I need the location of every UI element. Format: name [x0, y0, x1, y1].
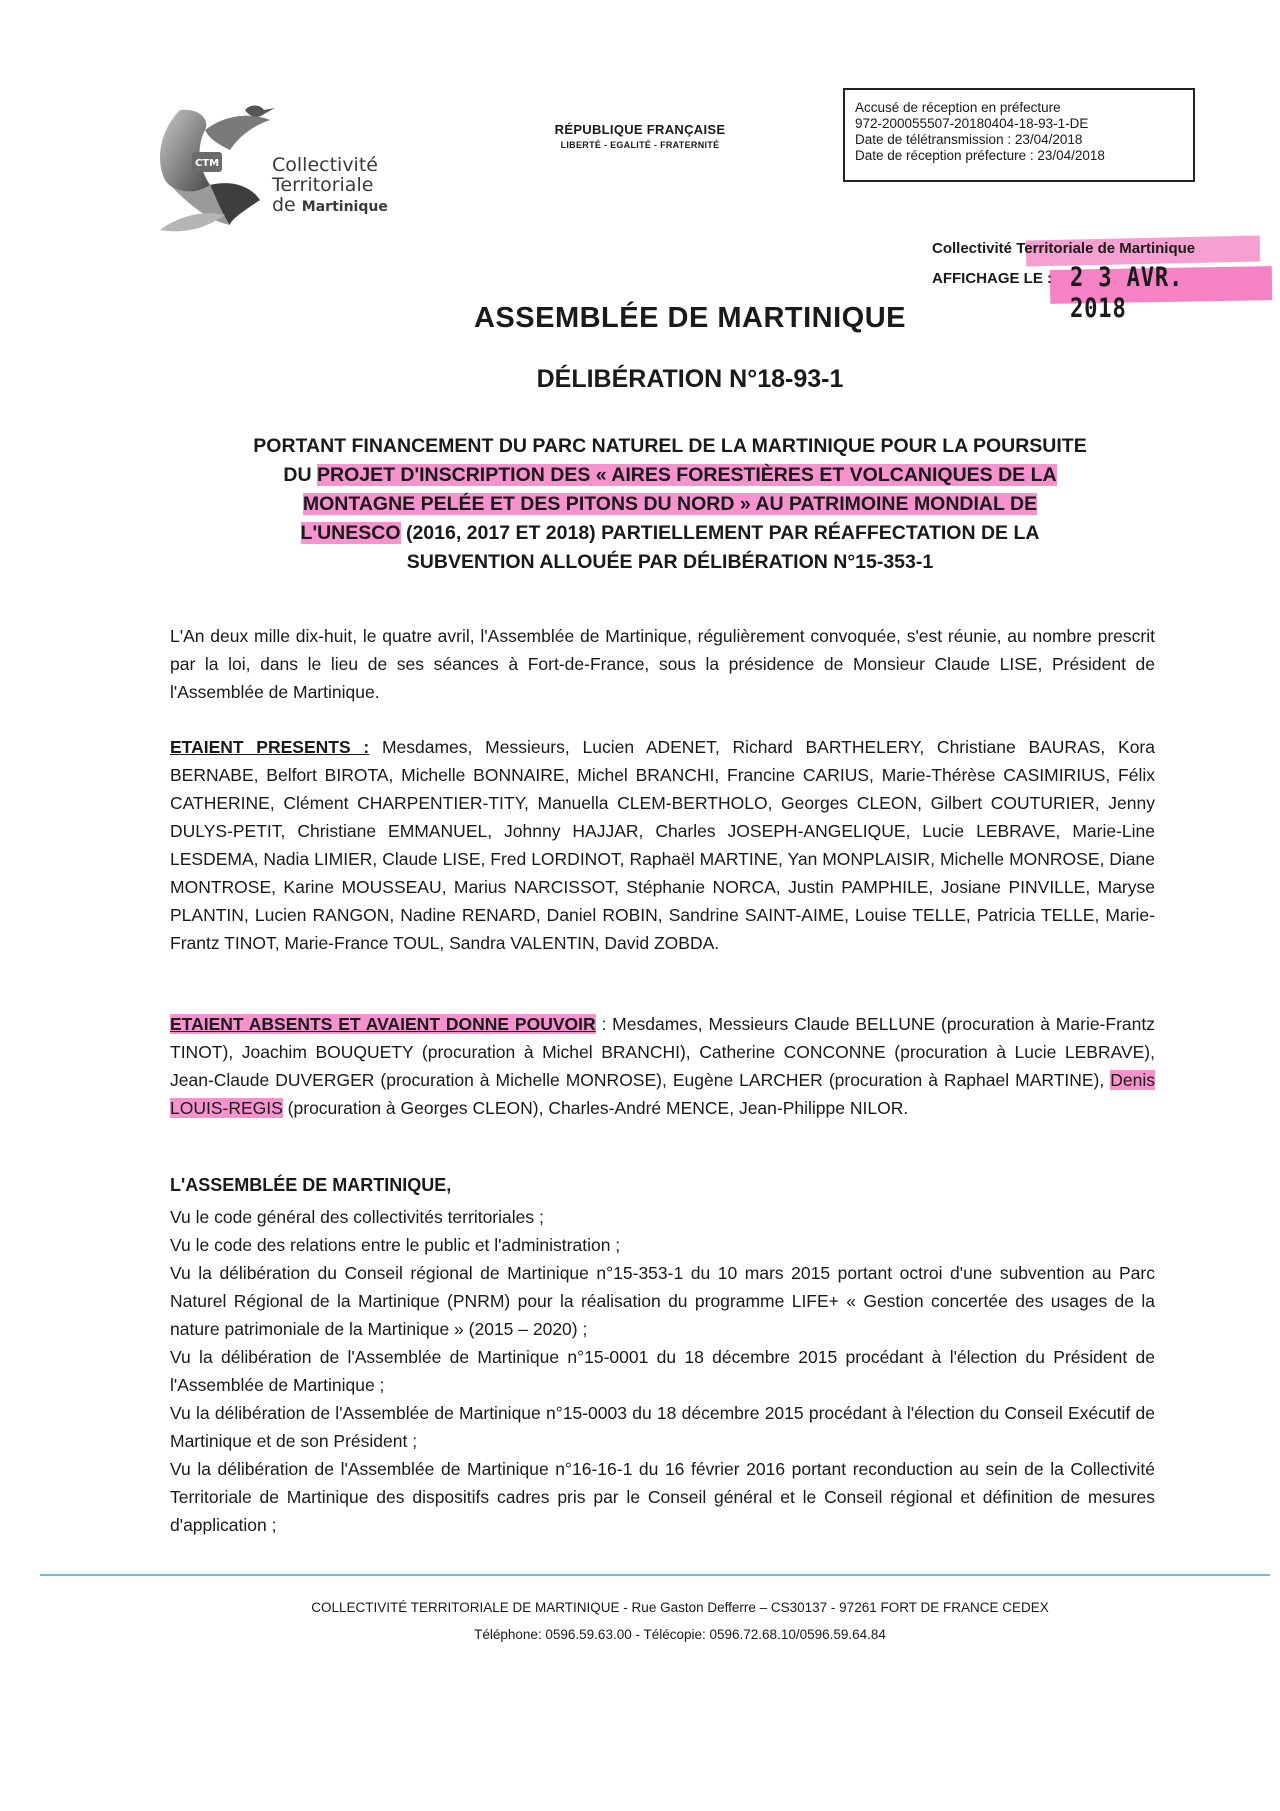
- republique-name: RÉPUBLIQUE FRANÇAISE: [554, 122, 726, 137]
- republique-motto: LIBERTÉ - EGALITÉ - FRATERNITÉ: [560, 140, 720, 150]
- absents-list-end: (procuration à Georges CLEON), Charles-André MENCE, Jean-Philippe NILOR.: [282, 1098, 909, 1118]
- presents-list: Mesdames, Messieurs, Lucien ADENET, Richard BARTHELERY, Christiane BAURAS, Kora BERNABE, Belfort BIROTA, Michelle BONNAIRE, Michel BRANCHI, Francine CARIUS, Marie-Thérèse CASIMIRIUS, Félix CATHERINE, Clément CHARPENTIER-TITY, Manuella CLEM-BERTHOLO, Georges CLEON, Gilbert COUTURIER, Jenny DULYS-PETIT, Christiane EMMANUEL, Johnny HAJJAR, Charles JOSEPH-ANGELIQUE, Lucie LEBRAVE, Marie-Line LESDEMA, Nadia LIMIER, Claude LISE, Fred LORDINOT, Raphaël MARTINE, Yan MONPLAISIR, Michelle MONROSE, Diane MONTROSE, Karine MOUSSEAU, Marius NARCISSOT, Stéphanie NORCA, Justin PAMPHILE, Josiane PINVILLE, Maryse PLANTIN, Lucien RANGON, Nadine RENARD, Daniel ROBIN, Sandrine SAINT-AIME, Louise TELLE, Patricia TELLE, Marie-Frantz TINOT, Marie-France TOUL, Sandra VALENTIN, David ZOBDA.: [170, 737, 1155, 953]
- logo-line3: [272, 195, 388, 217]
- receipt-line3: Date de télétransmission : 23/04/2018: [855, 132, 1083, 147]
- subject-highlight: PROJET D'INSCRIPTION DES « AIRES FORESTIÈRES ET VOLCANIQUES DE LA: [316, 464, 1057, 486]
- logo-line2: Territoriale: [272, 174, 374, 196]
- subject-line: [190, 490, 1150, 519]
- subject-line: PORTANT FINANCEMENT DU PARC NATUREL DE LA MARTINIQUE POUR LA POURSUITE: [253, 435, 1087, 457]
- absents-paragraph: [170, 1010, 1155, 1122]
- subject-line: [190, 461, 1150, 490]
- logo-badge: CTM: [194, 158, 220, 169]
- assembly-heading: L'ASSEMBLÉE DE MARTINIQUE,: [170, 1175, 452, 1195]
- affichage-date-stamp: 2 3 AVR. 2018: [1070, 262, 1184, 324]
- footer-address: COLLECTIVITÉ TERRITORIALE DE MARTINIQUE - Rue Gaston Defferre – CS30137 - 97261 FORT DE FRANCE CEDEX: [311, 1600, 1049, 1615]
- presents-paragraph: [170, 733, 1155, 957]
- logo-line3-prefix: de: [272, 194, 296, 216]
- presents-label: ETAIENT PRESENTS :: [170, 737, 370, 757]
- subject-highlight: MONTAGNE PELÉE ET DES PITONS DU NORD » AU PATRIMOINE MONDIAL DE: [302, 493, 1038, 515]
- consideration-item: Vu la délibération de l'Assemblée de Martinique n°16-16-1 du 16 février 2016 portant reconduction au sein de la Collectivité Territoriale de Martinique des dispositifs cadres pris par le Conseil général et le Conseil régional et définition de mesures d'application ;: [170, 1459, 1155, 1535]
- consideration-item: Vu la délibération de l'Assemblée de Martinique n°15-0003 du 18 décembre 2015 procédant à l'élection du Conseil Exécutif de Martinique et de son Président ;: [170, 1403, 1155, 1451]
- republique-header: [540, 122, 740, 150]
- subject-line: [190, 519, 1150, 548]
- prefecture-receipt-box: [843, 88, 1195, 182]
- absents-highlight-name: Denis LOUIS-REGIS: [170, 1070, 1155, 1118]
- consideration-item: Vu le code général des collectivités territoriales ;: [170, 1207, 544, 1227]
- absents-list: : Mesdames, Messieurs Claude BELLUNE (procuration à Marie-Frantz TINOT), Joachim BOUQUETY (procuration à Michel BRANCHI), Catherine CONCONNE (procuration à Lucie LEBRAVE), Jean-Claude DUVERGER (procuration à Michelle MONROSE), Eugène LARCHER (procuration à Raphael MARTINE),: [170, 1014, 1155, 1090]
- subject-line: SUBVENTION ALLOUÉE PAR DÉLIBÉRATION N°15-353-1: [406, 551, 934, 573]
- logo-line3-name: Martinique: [301, 199, 388, 215]
- deliberation-subject: [190, 432, 1150, 577]
- considerations-list: [170, 1203, 1155, 1539]
- consideration-item: Vu le code des relations entre le public et l'administration ;: [170, 1235, 621, 1255]
- subject-text: (2016, 2017 ET 2018) PARTIELLEMENT PAR RÉAFFECTATION DE LA: [400, 522, 1040, 544]
- consideration-item: Vu la délibération de l'Assemblée de Martinique n°15-0001 du 18 décembre 2015 procédant à l'élection du Président de l'Assemblée de Martinique ;: [170, 1347, 1155, 1395]
- intro-paragraph: L'An deux mille dix-huit, le quatre avril, l'Assemblée de Martinique, régulièrement convoquée, s'est réunie, au nombre prescrit par la loi, dans le lieu de ses séances à Fort-de-France, sous la présidence de Monsieur Claude LISE, Président de l'Assemblée de Martinique.: [170, 626, 1155, 702]
- affichage-collectivite: Collectivité Territoriale de Martinique: [932, 240, 1196, 257]
- absents-label: ETAIENT ABSENTS ET AVAIENT DONNE POUVOIR: [170, 1014, 596, 1034]
- deliberation-number: DÉLIBÉRATION N°18-93-1: [536, 365, 844, 393]
- footer-divider: [40, 1574, 1270, 1576]
- footer-contact: Téléphone: 0596.59.63.00 - Télécopie: 0596.72.68.10/0596.59.64.84: [474, 1627, 886, 1642]
- consideration-item: Vu la délibération du Conseil régional de Martinique n°15-353-1 du 10 mars 2015 portant octroi d'une subvention au Parc Naturel Régional de la Martinique (PNRM) pour la réalisation du programme LIFE+ « Gestion concertée des usages de la nature patrimoniale de la Martinique » (2015 – 2020) ;: [170, 1263, 1155, 1339]
- document-title: ASSEMBLÉE DE MARTINIQUE: [473, 302, 907, 334]
- affichage-label: AFFICHAGE LE :: [932, 270, 1052, 287]
- receipt-line4: Date de réception préfecture : 23/04/2018: [855, 148, 1105, 163]
- logo-wordmark: [272, 155, 388, 217]
- logo-line1: Collectivité: [272, 154, 378, 176]
- subject-text: DU: [283, 464, 317, 486]
- receipt-line2: 972-200055507-20180404-18-93-1-DE: [855, 116, 1089, 131]
- subject-highlight: L'UNESCO: [300, 522, 401, 544]
- receipt-line1: Accusé de réception en préfecture: [855, 100, 1061, 115]
